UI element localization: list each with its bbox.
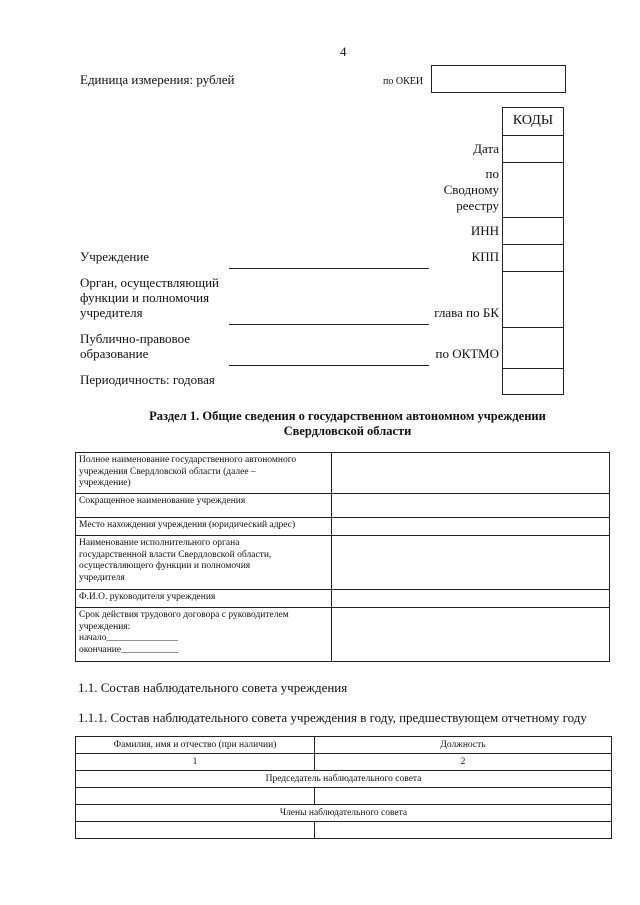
row-label-line: осуществляющего функции и полномочия: [79, 561, 251, 571]
table-row: [76, 788, 612, 805]
table-row: [76, 822, 612, 839]
executive-body-value[interactable]: [332, 536, 610, 590]
table-row: [76, 536, 610, 590]
registry-label-2: Сводному: [443, 182, 499, 197]
periodicity-code-cell[interactable]: [503, 368, 563, 394]
row-label-line: Место нахождения учреждения (юридический адрес): [79, 520, 296, 530]
periodicity-label: Периодичность: годовая: [80, 372, 215, 387]
short-name-value[interactable]: [332, 494, 610, 518]
institution-label: Учреждение: [80, 249, 150, 264]
column-header-position: Должность: [315, 737, 612, 754]
oktmo-code-cell[interactable]: [503, 327, 563, 368]
row-label-line: учреждения:: [79, 621, 131, 632]
council-table: [75, 736, 612, 839]
chairman-position-cell[interactable]: [315, 788, 612, 805]
row-label-line: окончание____________: [79, 644, 179, 655]
row-label-line: учреждения Свердловской области (далее –: [79, 466, 256, 477]
codes-title: КОДЫ: [512, 113, 554, 128]
row-label-line: Сокращенное наименование учреждения: [79, 496, 246, 506]
oktmo-label: по ОКТМО: [435, 346, 499, 361]
full-name-value[interactable]: [332, 453, 610, 494]
bk-label: глава по БК: [434, 305, 499, 320]
row-label-line: Срок действия трудового договора с руководителем: [79, 610, 289, 620]
founder-label-2: функции и полномочия: [80, 290, 210, 305]
section1-title-line1: Раздел 1. Общие сведения о государственном автономном учреждении: [149, 409, 546, 423]
page-number: 4: [340, 44, 347, 59]
kpp-code-cell[interactable]: [503, 244, 563, 271]
member-name-cell[interactable]: [76, 822, 315, 839]
registry-label-1: по: [485, 166, 499, 181]
public-entity-label-1: Публично-правовое: [80, 331, 191, 346]
row-label: [76, 518, 332, 536]
table-row: [76, 590, 610, 608]
row-label: [76, 494, 332, 518]
institution-fill-line[interactable]: [229, 268, 429, 269]
director-name-value[interactable]: [332, 590, 610, 608]
row-label-line: начало_______________: [79, 633, 178, 643]
member-position-cell[interactable]: [315, 822, 612, 839]
row-label-line: Наименование исполнительного органа: [79, 538, 240, 548]
chairman-row-label: Председатель наблюдательного совета: [76, 771, 612, 788]
members-row-label: Члены наблюдательного совета: [76, 805, 612, 822]
row-label: [76, 608, 332, 662]
column-header-name: Фамилия, имя и отчество (при наличии): [76, 737, 315, 754]
table-row: [76, 494, 610, 518]
founder-label-3: учредителя: [80, 305, 143, 320]
council-subheading: 1.1.1. Состав наблюдательного совета учреждения в году, предшествующем отчетному году: [78, 710, 587, 725]
address-value[interactable]: [332, 518, 610, 536]
council-heading: 1.1. Состав наблюдательного совета учреждения: [78, 680, 348, 695]
okei-code-box[interactable]: [431, 65, 566, 93]
okei-label: по ОКЕИ: [383, 76, 424, 87]
table-row: [76, 805, 612, 822]
registry-code-cell[interactable]: [503, 162, 563, 217]
date-code-cell[interactable]: [503, 135, 563, 162]
table-row: [76, 754, 612, 771]
public-entity-label-2: образование: [80, 346, 149, 361]
column-number-1: 1: [76, 754, 315, 771]
general-info-table: [75, 452, 610, 662]
table-row: [76, 518, 610, 536]
row-label: [76, 536, 332, 590]
row-label: [76, 590, 332, 608]
table-row: [76, 608, 610, 662]
chairman-name-cell[interactable]: [76, 788, 315, 805]
inn-code-cell[interactable]: [503, 217, 563, 244]
codes-column: [502, 107, 564, 395]
row-label-line: Полное наименование государственного автономного: [79, 455, 297, 465]
section1-title-line2: Свердловской области: [283, 424, 412, 438]
date-label: Дата: [473, 141, 499, 156]
contract-term-value[interactable]: [332, 608, 610, 662]
table-row: [76, 453, 610, 494]
row-label: [76, 453, 332, 494]
kpp-label: КПП: [471, 249, 499, 264]
row-label-line: учредителя: [79, 572, 125, 583]
row-label-line: учреждение): [79, 478, 131, 488]
column-number-2: 2: [315, 754, 612, 771]
founder-fill-line[interactable]: [229, 324, 429, 325]
inn-label: ИНН: [470, 223, 499, 238]
public-entity-fill-line[interactable]: [229, 365, 429, 366]
row-label-line: Ф.И.О. руководителя учреждения: [79, 592, 216, 602]
unit-label: Единица измерения: рублей: [80, 72, 235, 87]
bk-code-cell[interactable]: [503, 271, 563, 327]
founder-label-1: Орган, осуществляющий: [80, 275, 219, 290]
registry-label-3: реестру: [456, 198, 499, 213]
row-label-line: государственной власти Свердловской области,: [79, 549, 272, 560]
section1-title: [70, 409, 625, 439]
table-row: [76, 737, 612, 754]
table-row: [76, 771, 612, 788]
